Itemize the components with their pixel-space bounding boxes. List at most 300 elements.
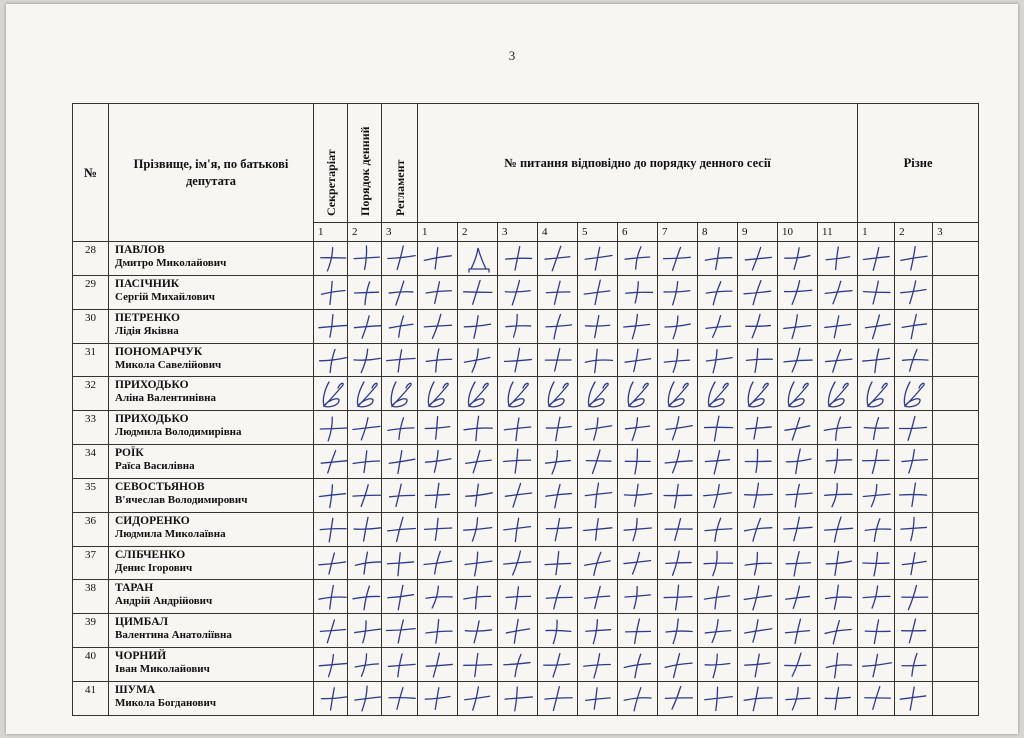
vote-mark-plus [578,681,618,715]
vote-mark-plus [778,580,818,614]
deputy-first-name: Денис Ігорович [115,561,193,574]
vote-mark-plus [418,546,458,580]
vote-mark-text [895,310,896,311]
vote-mark-plus [658,309,698,343]
vote-mark-text [895,682,896,683]
vote-mark-plus [658,478,698,512]
vote-mark-text [778,614,779,615]
vote-mark-text [498,411,499,412]
vote-mark-plus [498,512,538,546]
vote-mark-text [658,682,659,683]
vote-mark-plus [458,478,498,512]
vote-mark-text [382,682,383,683]
vote-mark-plus [538,242,578,276]
vote-mark-v [418,377,458,411]
vote-mark-text [818,310,819,311]
vote-mark-plus [618,681,658,715]
vote-mark-text [382,648,383,649]
vote-mark-text [618,682,619,683]
vote-mark-text [538,411,539,412]
vote-mark-plus [698,242,738,276]
vote-mark-plus [818,445,858,479]
vote-mark-plus [858,309,895,343]
vote-mark-plus [738,512,778,546]
vote-mark-v [818,377,858,411]
row-number: 41 [73,681,109,715]
vote-mark-text [698,411,699,412]
subheader-agenda-3: 3 [498,223,538,242]
vote-mark-text [578,242,579,243]
vote-mark-text [458,513,459,514]
vote-mark-text [778,377,779,378]
vote-mark-text [314,513,315,514]
deputy-first-name: Микола Богданович [115,696,217,709]
vote-mark-text [418,513,419,514]
deputy-name [109,309,314,343]
vote-mark-text [348,276,349,277]
vote-mark-text [382,310,383,311]
vote-mark-text [314,547,315,548]
vote-mark-text [348,344,349,345]
deputy-first-name: Микола Савелійович [115,358,222,371]
vote-mark-text [778,648,779,649]
vote-mark-text [738,614,739,615]
vote-cell-empty [933,275,979,309]
vote-mark-text [418,547,419,548]
deputy-first-name: В'ячеслав Володимирович [115,493,248,506]
vote-mark-text [658,479,659,480]
vote-cell-empty [933,445,979,479]
row-number: 32 [73,377,109,411]
vote-mark-text [382,445,383,446]
vote-mark-text [858,377,859,378]
deputy-row [73,377,979,411]
deputy-first-name: Раїса Василівна [115,460,195,473]
vote-mark-text [738,344,739,345]
vote-mark-text [658,547,659,548]
vote-mark-text [895,648,896,649]
vote-mark-plus [418,411,458,445]
vote-mark-plus [778,648,818,682]
vote-mark-text [818,479,819,480]
vote-mark-plus [658,343,698,377]
vote-mark-text [738,310,739,311]
vote-mark-text [348,377,349,378]
vote-mark-plus [382,275,418,309]
vote-mark-plus [738,478,778,512]
vote-mark-text [818,344,819,345]
vote-mark-text [818,377,819,378]
vote-mark-text [314,682,315,683]
vote-mark-plus [818,580,858,614]
vote-mark-text [382,513,383,514]
vote-mark-text [314,580,315,581]
vote-mark-text [895,344,896,345]
vote-mark-plus [578,275,618,309]
vote-mark-text [738,445,739,446]
vote-mark-plus [538,445,578,479]
vote-mark-plus [618,275,658,309]
vote-mark-plus [738,242,778,276]
vote-mark-plus [858,681,895,715]
vote-mark-plus [895,512,933,546]
vote-mark-text [314,445,315,446]
deputy-row [73,411,979,445]
vote-mark-plus [698,478,738,512]
vote-mark-plus [618,445,658,479]
vote-mark-plus [818,275,858,309]
deputy-name [109,445,314,479]
header-misc: Різне [858,104,979,223]
vote-mark-text [818,411,819,412]
deputy-last-name: ПРИХОДЬКО [115,379,189,392]
vote-mark-plus [658,512,698,546]
vote-mark-text [314,344,315,345]
vote-mark-text [348,513,349,514]
vote-mark-plus [658,614,698,648]
vote-mark-text [738,411,739,412]
vote-mark-plus [858,343,895,377]
vote-mark-text [858,614,859,615]
subheader-misc-3: 3 [933,223,979,242]
vote-mark-plus [348,411,382,445]
vote-mark-text [538,614,539,615]
vote-mark-plus [895,275,933,309]
vote-mark-text [418,580,419,581]
vote-mark-text [858,445,859,446]
vote-mark-text [314,648,315,649]
vote-mark-text [858,479,859,480]
vote-mark-text [498,445,499,446]
vote-mark-plus [738,648,778,682]
vote-mark-text [618,648,619,649]
vote-mark-text [498,377,499,378]
vote-mark-plus [418,275,458,309]
vote-mark-plus [348,309,382,343]
vote-mark-text [538,445,539,446]
vote-mark-plus [498,648,538,682]
vote-mark-text [348,445,349,446]
vote-mark-plus [538,648,578,682]
vote-mark-plus [698,648,738,682]
vote-mark-plus [578,343,618,377]
vote-mark-text [498,344,499,345]
vote-mark-plus [382,614,418,648]
vote-mark-plus [382,580,418,614]
vote-mark-plus [658,580,698,614]
vote-mark-plus [538,614,578,648]
subheader-misc-1: 1 [858,223,895,242]
vote-mark-plus [538,478,578,512]
vote-mark-text [658,276,659,277]
deputy-first-name: Валентина Анатоліївна [115,629,232,642]
subheader-agenda-5: 5 [578,223,618,242]
deputy-name [109,648,314,682]
vote-mark-text [658,513,659,514]
vote-mark-text [738,648,739,649]
vote-mark-plus [382,445,418,479]
vote-mark-plus [538,512,578,546]
vote-mark-plus [698,309,738,343]
deputy-row [73,681,979,715]
vote-mark-plus [538,580,578,614]
vote-mark-text [858,310,859,311]
vote-cell-empty [933,614,979,648]
vote-mark-v [858,377,895,411]
vote-cell-empty [933,512,979,546]
vote-mark-plus [818,309,858,343]
vote-mark-text [858,580,859,581]
vote-mark-plus [348,445,382,479]
vote-mark-plus [418,309,458,343]
vote-mark-plus [698,614,738,648]
row-number: 33 [73,411,109,445]
vote-mark-plus [458,546,498,580]
vote-mark-text [895,479,896,480]
vote-mark-plus [382,681,418,715]
deputy-row [73,343,979,377]
vote-mark-v [348,377,382,411]
vote-mark-plus [458,309,498,343]
vote-mark-plus [618,309,658,343]
vote-mark-text [458,479,459,480]
vote-mark-text [538,276,539,277]
vote-cell-empty [933,546,979,580]
vote-mark-v [895,377,933,411]
vote-mark-text [658,242,659,243]
vote-mark-plus [895,580,933,614]
vote-cell-empty [933,681,979,715]
vote-mark-plus [618,546,658,580]
deputy-last-name: ПЕТРЕНКО [115,311,180,324]
vote-mark-plus [314,478,348,512]
vote-mark-text [738,242,739,243]
vote-mark-text [578,310,579,311]
vote-mark-text [738,377,739,378]
vote-mark-plus [895,648,933,682]
voting-table [72,103,979,716]
vote-mark-plus [314,614,348,648]
deputy-first-name: Андрій Андрійович [115,595,213,608]
vote-mark-text [348,648,349,649]
vote-mark-text [382,614,383,615]
vote-cell-empty [933,580,979,614]
vote-mark-plus [818,343,858,377]
deputy-name [109,681,314,715]
vote-mark-plus [698,512,738,546]
vote-mark-plus [818,512,858,546]
vote-mark-plus [538,546,578,580]
vote-mark-text [618,242,619,243]
vote-mark-plus [738,343,778,377]
vote-mark-plus [538,275,578,309]
vote-mark-text [858,276,859,277]
vote-mark-plus [538,309,578,343]
vote-mark-plus [578,445,618,479]
subheader-procedural-3: 3 [382,223,418,242]
vote-mark-text [618,344,619,345]
vote-mark-text [458,682,459,683]
vote-mark-text [778,411,779,412]
vote-mark-text [348,411,349,412]
vote-mark-v [578,377,618,411]
vote-mark-plus [348,681,382,715]
document-page [6,4,1018,734]
deputy-first-name: Дмитро Миколайович [115,257,227,269]
deputy-last-name: ШУМА [115,683,156,696]
row-number: 40 [73,648,109,682]
vote-mark-plus [458,343,498,377]
vote-mark-text [538,547,539,548]
row-number: 38 [73,580,109,614]
vote-mark-text [618,513,619,514]
vote-mark-plus [778,478,818,512]
vote-mark-text [778,242,779,243]
vote-mark-plus [738,275,778,309]
vote-mark-text [418,377,419,378]
vote-mark-text [498,614,499,615]
vote-mark-text [498,479,499,480]
deputy-name [109,614,314,648]
vote-mark-text [778,547,779,548]
deputy-last-name: ПРИХОДЬКО [115,413,189,426]
vote-mark-text [618,580,619,581]
vote-mark-text [818,276,819,277]
deputy-name [109,580,314,614]
vote-mark-plus [382,648,418,682]
vote-mark-text [818,547,819,548]
vote-mark-plus [618,242,658,276]
vote-mark-plus [314,275,348,309]
vote-mark-text [698,682,699,683]
subheader-agenda-8: 8 [698,223,738,242]
vote-mark-plus [498,614,538,648]
vote-mark-plus [698,411,738,445]
vote-cell-empty [933,648,979,682]
deputy-first-name: Аліна Валентинівна [115,392,216,405]
vote-mark-v [314,377,348,411]
vote-mark-text [778,479,779,480]
vote-mark-text [418,479,419,480]
deputy-name [109,377,314,411]
vote-mark-text [348,547,349,548]
vote-mark-v [698,377,738,411]
vote-mark-text [578,344,579,345]
vote-mark-text [618,445,619,446]
vote-mark-text [895,580,896,581]
vote-mark-plus [778,445,818,479]
deputy-name [109,411,314,445]
vote-mark-plus [578,242,618,276]
vote-mark-text [698,310,699,311]
vote-mark-text [314,411,315,412]
vote-mark-text [895,276,896,277]
vote-mark-plus [538,681,578,715]
vote-mark-text [458,310,459,311]
vote-mark-text [538,682,539,683]
vote-mark-text [698,445,699,446]
vote-mark-text [458,242,459,243]
vote-mark-text [578,547,579,548]
vote-mark-text [738,276,739,277]
vote-mark-plus [738,411,778,445]
vote-mark-text [858,242,859,243]
vote-mark-text [538,479,539,480]
vote-mark-plus [314,309,348,343]
deputy-name [109,546,314,580]
vote-mark-text [348,479,349,480]
vote-mark-text [382,276,383,277]
deputy-row [73,309,979,343]
vote-mark-plus [578,512,618,546]
vote-mark-plus [618,411,658,445]
vote-mark-plus [895,445,933,479]
vote-cell-empty [933,377,979,411]
deputy-row [73,614,979,648]
vote-mark-text [895,445,896,446]
vote-mark-plus [314,512,348,546]
header-regulation: Регламент [382,104,418,223]
vote-mark-plus [348,580,382,614]
vote-mark-plus [578,309,618,343]
vote-mark-text [578,614,579,615]
vote-mark-text [618,614,619,615]
vote-mark-text [658,648,659,649]
deputy-row [73,445,979,479]
vote-mark-plus [858,580,895,614]
vote-mark-plus [778,411,818,445]
vote-mark-text [618,547,619,548]
vote-mark-text [418,445,419,446]
vote-mark-plus [858,411,895,445]
row-number: 39 [73,614,109,648]
vote-mark-text [498,580,499,581]
vote-mark-text [778,310,779,311]
vote-mark-plus [738,614,778,648]
vote-mark-text [458,377,459,378]
vote-mark-text [418,242,419,243]
vote-mark-plus [818,546,858,580]
vote-mark-text [895,377,896,378]
vote-mark-plus [895,411,933,445]
deputy-name [109,343,314,377]
header-agenda-items: № питання відповідно до порядку денного сесії [418,104,858,223]
vote-mark-text [658,411,659,412]
vote-mark-text [895,242,896,243]
subheader-agenda-11: 11 [818,223,858,242]
subheader-agenda-9: 9 [738,223,778,242]
vote-mark-text [658,310,659,311]
header-row [73,104,979,223]
vote-mark-plus [895,478,933,512]
vote-mark-plus [698,445,738,479]
vote-mark-plus [498,445,538,479]
vote-mark-plus [738,681,778,715]
vote-mark-text [382,377,383,378]
vote-mark-text [578,580,579,581]
vote-mark-text [738,479,739,480]
vote-mark-plus [618,343,658,377]
vote-mark-v [538,377,578,411]
vote-mark-plus [418,242,458,276]
vote-mark-text [818,682,819,683]
subheader-agenda-2: 2 [458,223,498,242]
vote-mark-text [538,377,539,378]
row-number: 35 [73,478,109,512]
vote-mark-text [498,513,499,514]
vote-mark-text [698,648,699,649]
vote-mark-text [314,276,315,277]
